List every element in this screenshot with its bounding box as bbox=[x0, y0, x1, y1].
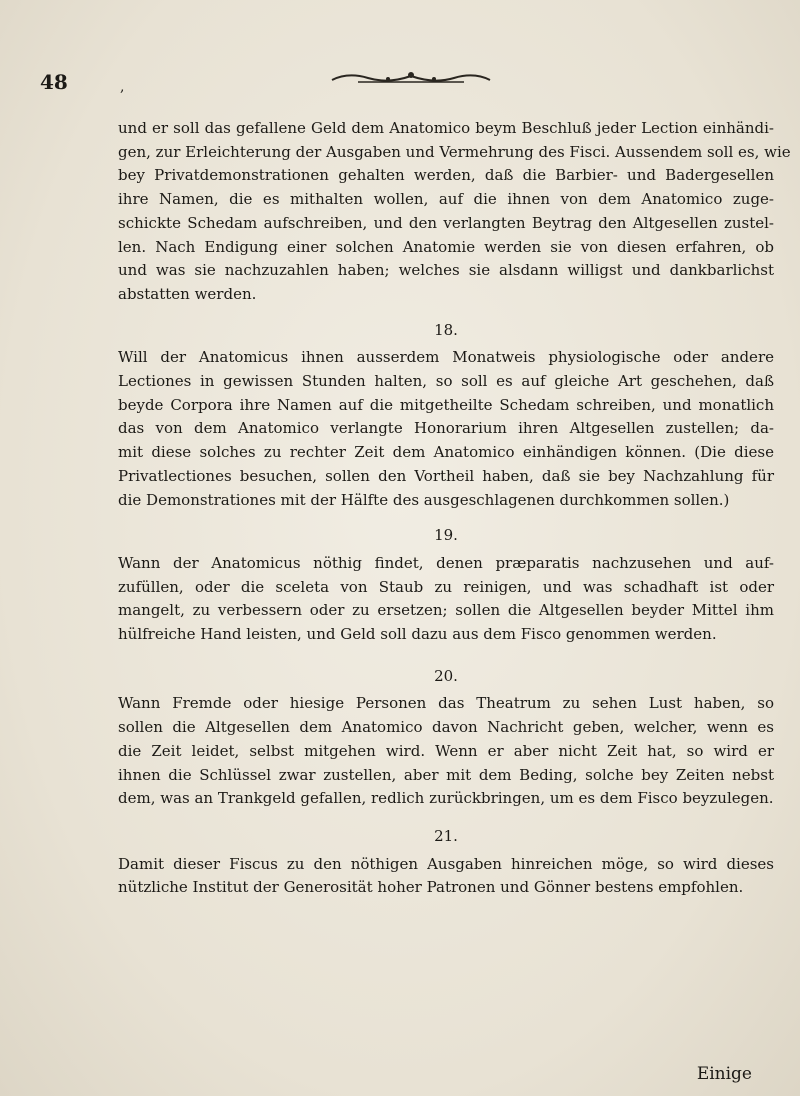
text-line: das von dem Anatomico verlangte Honorarium ihren Altgesellen zustellen; da- bbox=[118, 419, 774, 438]
catchword: Einige bbox=[696, 1064, 752, 1084]
text-line: ihre Namen, die es mithalten wollen, auf die ihnen von dem Anatomico zuge- bbox=[118, 190, 774, 209]
text-line: hülfreiche Hand leisten, und Geld soll dazu aus dem Fisco genommen werden. bbox=[118, 625, 717, 644]
text-line: abstatten werden. bbox=[118, 284, 257, 303]
text-line: mit diese solches zu rechter Zeit dem Anatomico einhändigen können. (Die diese bbox=[118, 443, 774, 462]
text-line: die Zeit leidet, selbst mitgehen wird. Wenn er aber nicht Zeit hat, so wird er bbox=[118, 741, 774, 760]
text-line: ihnen die Schlüssel zwar zustellen, aber mit dem Beding, solche bey Zeiten nebst bbox=[118, 765, 774, 784]
text-line: dem, was an Trankgeld gefallen, redlich zurückbringen, um es dem Fisco beyzulegen. bbox=[118, 789, 774, 808]
section-5 bbox=[118, 825, 774, 900]
text-line: Lectiones in gewissen Stunden halten, so soll es auf gleiche Art geschehen, daß bbox=[118, 372, 774, 391]
body-text bbox=[118, 117, 791, 900]
section-1 bbox=[118, 117, 791, 307]
text-line: beyde Corpora ihre Namen auf die mitgetheilte Schedam schreiben, und monatlich bbox=[118, 395, 774, 414]
text-line: bey Privatdemonstrationen gehalten werden, daß die Barbier- und Badergesellen bbox=[118, 166, 774, 185]
header-ornament-icon bbox=[328, 70, 494, 86]
text-line: sollen die Altgesellen dem Anatomico davon Nachricht geben, welcher, wenn es bbox=[118, 718, 774, 737]
text-line: mangelt, zu verbessern oder zu ersetzen; sollen die Altgesellen beyder Mittel ihm bbox=[118, 601, 774, 620]
section-4 bbox=[118, 665, 774, 811]
text-line: schickte Schedam aufschreiben, und den verlangten Beytrag den Altgesellen zustel- bbox=[118, 213, 774, 232]
section-number: 18. bbox=[434, 320, 458, 339]
text-line: die Demonstrationes mit der Hälfte des ausgeschlagenen durchkommen sollen.) bbox=[118, 490, 730, 509]
section-2 bbox=[118, 319, 774, 513]
text-line: nützliche Institut der Generosität hoher Patronen und Gönner bestens empfohlen. bbox=[118, 878, 744, 897]
text-line: gen, zur Erleichterung der Ausgaben und Vermehrung des Fisci. Aussendem soll es, wie bbox=[118, 142, 791, 161]
printer-mark: , bbox=[120, 79, 125, 95]
page-number: 48 bbox=[40, 70, 68, 94]
text-line: Damit dieser Fiscus zu den nöthigen Ausgaben hinreichen möge, so wird dieses bbox=[118, 854, 774, 873]
text-line: Will der Anatomicus ihnen ausserdem Monatweis physiologische oder andere bbox=[118, 348, 774, 367]
text-line: zufüllen, oder die sceleta von Staub zu reinigen, und was schadhaft ist oder bbox=[118, 577, 774, 596]
section-number: 19. bbox=[434, 526, 458, 545]
text-line: und was sie nachzuzahlen haben; welches sie alsdann willigst und dankbarlichst bbox=[118, 261, 774, 280]
section-3 bbox=[118, 524, 774, 647]
text-line: Privatlectiones besuchen, sollen den Vortheil haben, daß sie bey Nachzahlung für bbox=[118, 466, 774, 485]
text-line: Wann der Anatomicus nöthig findet, denen præparatis nachzusehen und auf- bbox=[118, 553, 774, 572]
text-line: len. Nach Endigung einer solchen Anatomie werden sie von diesen erfahren, ob bbox=[118, 237, 774, 256]
section-number: 21. bbox=[434, 826, 458, 845]
section-number: 20. bbox=[434, 666, 458, 685]
text-line: Wann Fremde oder hiesige Personen das Theatrum zu sehen Lust haben, so bbox=[118, 694, 774, 713]
text-line: und er soll das gefallene Geld dem Anatomico beym Beschluß jeder Lection einhändi- bbox=[118, 119, 774, 137]
